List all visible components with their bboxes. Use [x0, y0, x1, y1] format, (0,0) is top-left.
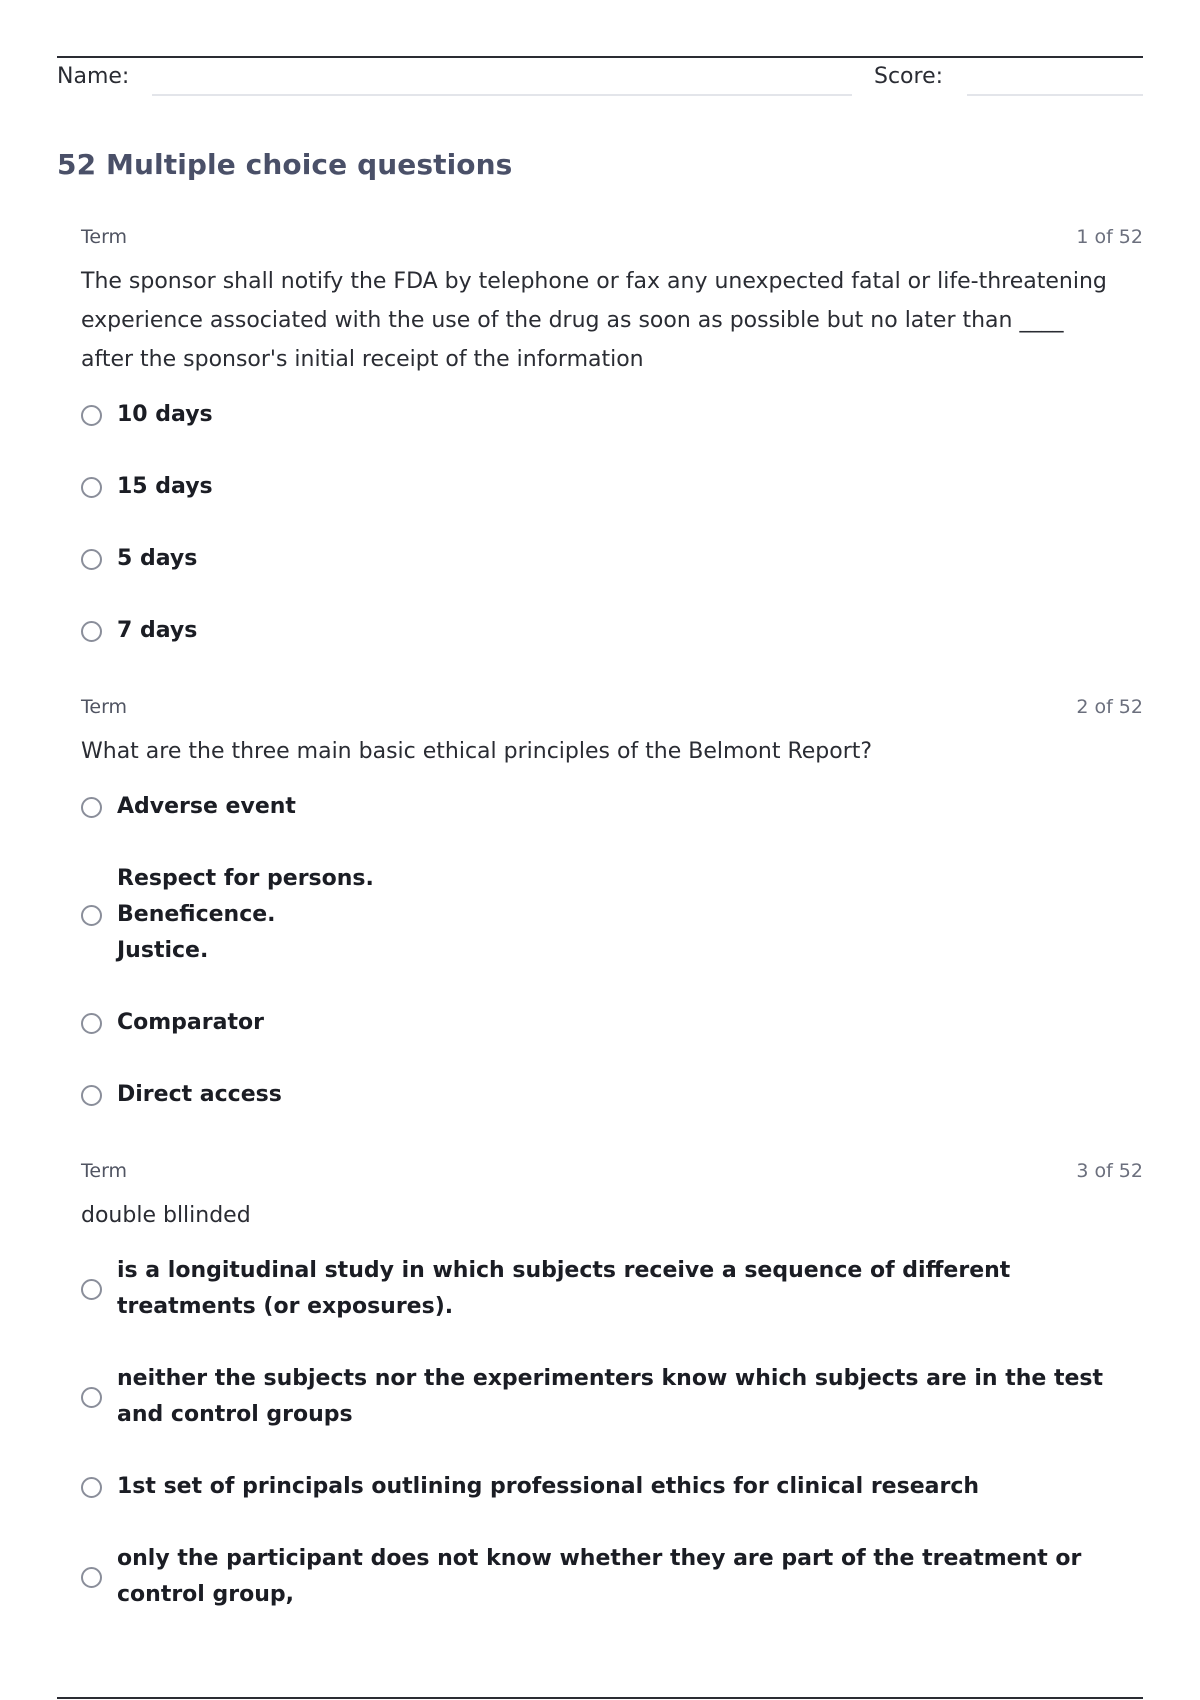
answer-options	[81, 397, 1143, 649]
radio-button-icon[interactable]	[81, 621, 102, 642]
question-meta	[81, 696, 1143, 722]
answer-option-label: only the participant does not know whether they are part of the treatment or control group,	[117, 1546, 1082, 1607]
answer-option[interactable]	[81, 861, 1143, 969]
question-meta	[81, 1160, 1143, 1186]
radio-button-icon[interactable]	[81, 1013, 102, 1034]
top-divider	[57, 56, 1143, 58]
radio-button-icon[interactable]	[81, 1387, 102, 1408]
answer-option-label: 1st set of principals outlining professional ethics for clinical research	[117, 1474, 980, 1499]
question-kind-label: Term	[81, 696, 128, 718]
answer-option[interactable]	[81, 613, 1143, 649]
answer-option-label: Comparator	[117, 1010, 264, 1035]
question-3	[81, 1160, 1143, 1649]
radio-button-icon[interactable]	[81, 1085, 102, 1106]
question-kind-label: Term	[81, 1160, 128, 1182]
answer-option[interactable]	[81, 789, 1143, 825]
radio-button-icon[interactable]	[81, 1279, 102, 1300]
answer-option[interactable]	[81, 1253, 1143, 1325]
radio-button-icon[interactable]	[81, 905, 102, 926]
radio-button-icon[interactable]	[81, 1477, 102, 1498]
question-2	[81, 696, 1143, 1149]
answer-option[interactable]	[81, 1469, 1143, 1505]
answer-options	[81, 1253, 1143, 1613]
question-1	[81, 226, 1143, 685]
answer-option-label: Respect for persons. Beneficence. Justice.	[117, 866, 374, 963]
worksheet-header	[57, 62, 1143, 98]
answer-options	[81, 789, 1143, 1113]
question-counter: 1 of 52	[1076, 226, 1143, 248]
answer-option-label: Direct access	[117, 1082, 282, 1107]
name-label: Name:	[57, 64, 130, 89]
answer-option[interactable]	[81, 1541, 1143, 1613]
answer-option-label: 5 days	[117, 546, 198, 571]
question-prompt: double bllinded	[81, 1203, 251, 1228]
answer-option[interactable]	[81, 397, 1143, 433]
answer-option[interactable]	[81, 1361, 1143, 1433]
radio-button-icon[interactable]	[81, 477, 102, 498]
question-counter: 2 of 52	[1076, 696, 1143, 718]
question-kind-label: Term	[81, 226, 128, 248]
bottom-divider	[57, 1697, 1143, 1699]
score-label: Score:	[874, 64, 944, 89]
answer-option-label: 7 days	[117, 618, 198, 643]
radio-button-icon[interactable]	[81, 1567, 102, 1588]
answer-option[interactable]	[81, 1077, 1143, 1113]
question-meta	[81, 226, 1143, 252]
answer-option[interactable]	[81, 1005, 1143, 1041]
answer-option-label: Adverse event	[117, 794, 296, 819]
answer-option-label: neither the subjects nor the experimenters know which subjects are in the test and control groups	[117, 1366, 1104, 1427]
name-field[interactable]	[152, 94, 852, 96]
answer-option-label: 15 days	[117, 474, 213, 499]
question-prompt: What are the three main basic ethical principles of the Belmont Report?	[81, 739, 873, 764]
answer-option[interactable]	[81, 469, 1143, 505]
answer-option[interactable]	[81, 541, 1143, 577]
question-prompt: The sponsor shall notify the FDA by telephone or fax any unexpected fatal or life-threatening experience associated with the use of the drug as soon as possible but no later than ____ after the sponsor's initial receipt of the information	[81, 269, 1107, 372]
page-title: 52 Multiple choice questions	[57, 148, 513, 181]
worksheet-page	[57, 0, 1143, 1700]
radio-button-icon[interactable]	[81, 797, 102, 818]
radio-button-icon[interactable]	[81, 405, 102, 426]
question-counter: 3 of 52	[1076, 1160, 1143, 1182]
score-field[interactable]	[967, 94, 1143, 96]
answer-option-label: is a longitudinal study in which subjects receive a sequence of different treatments (or exposures).	[117, 1258, 1011, 1319]
radio-button-icon[interactable]	[81, 549, 102, 570]
answer-option-label: 10 days	[117, 402, 213, 427]
